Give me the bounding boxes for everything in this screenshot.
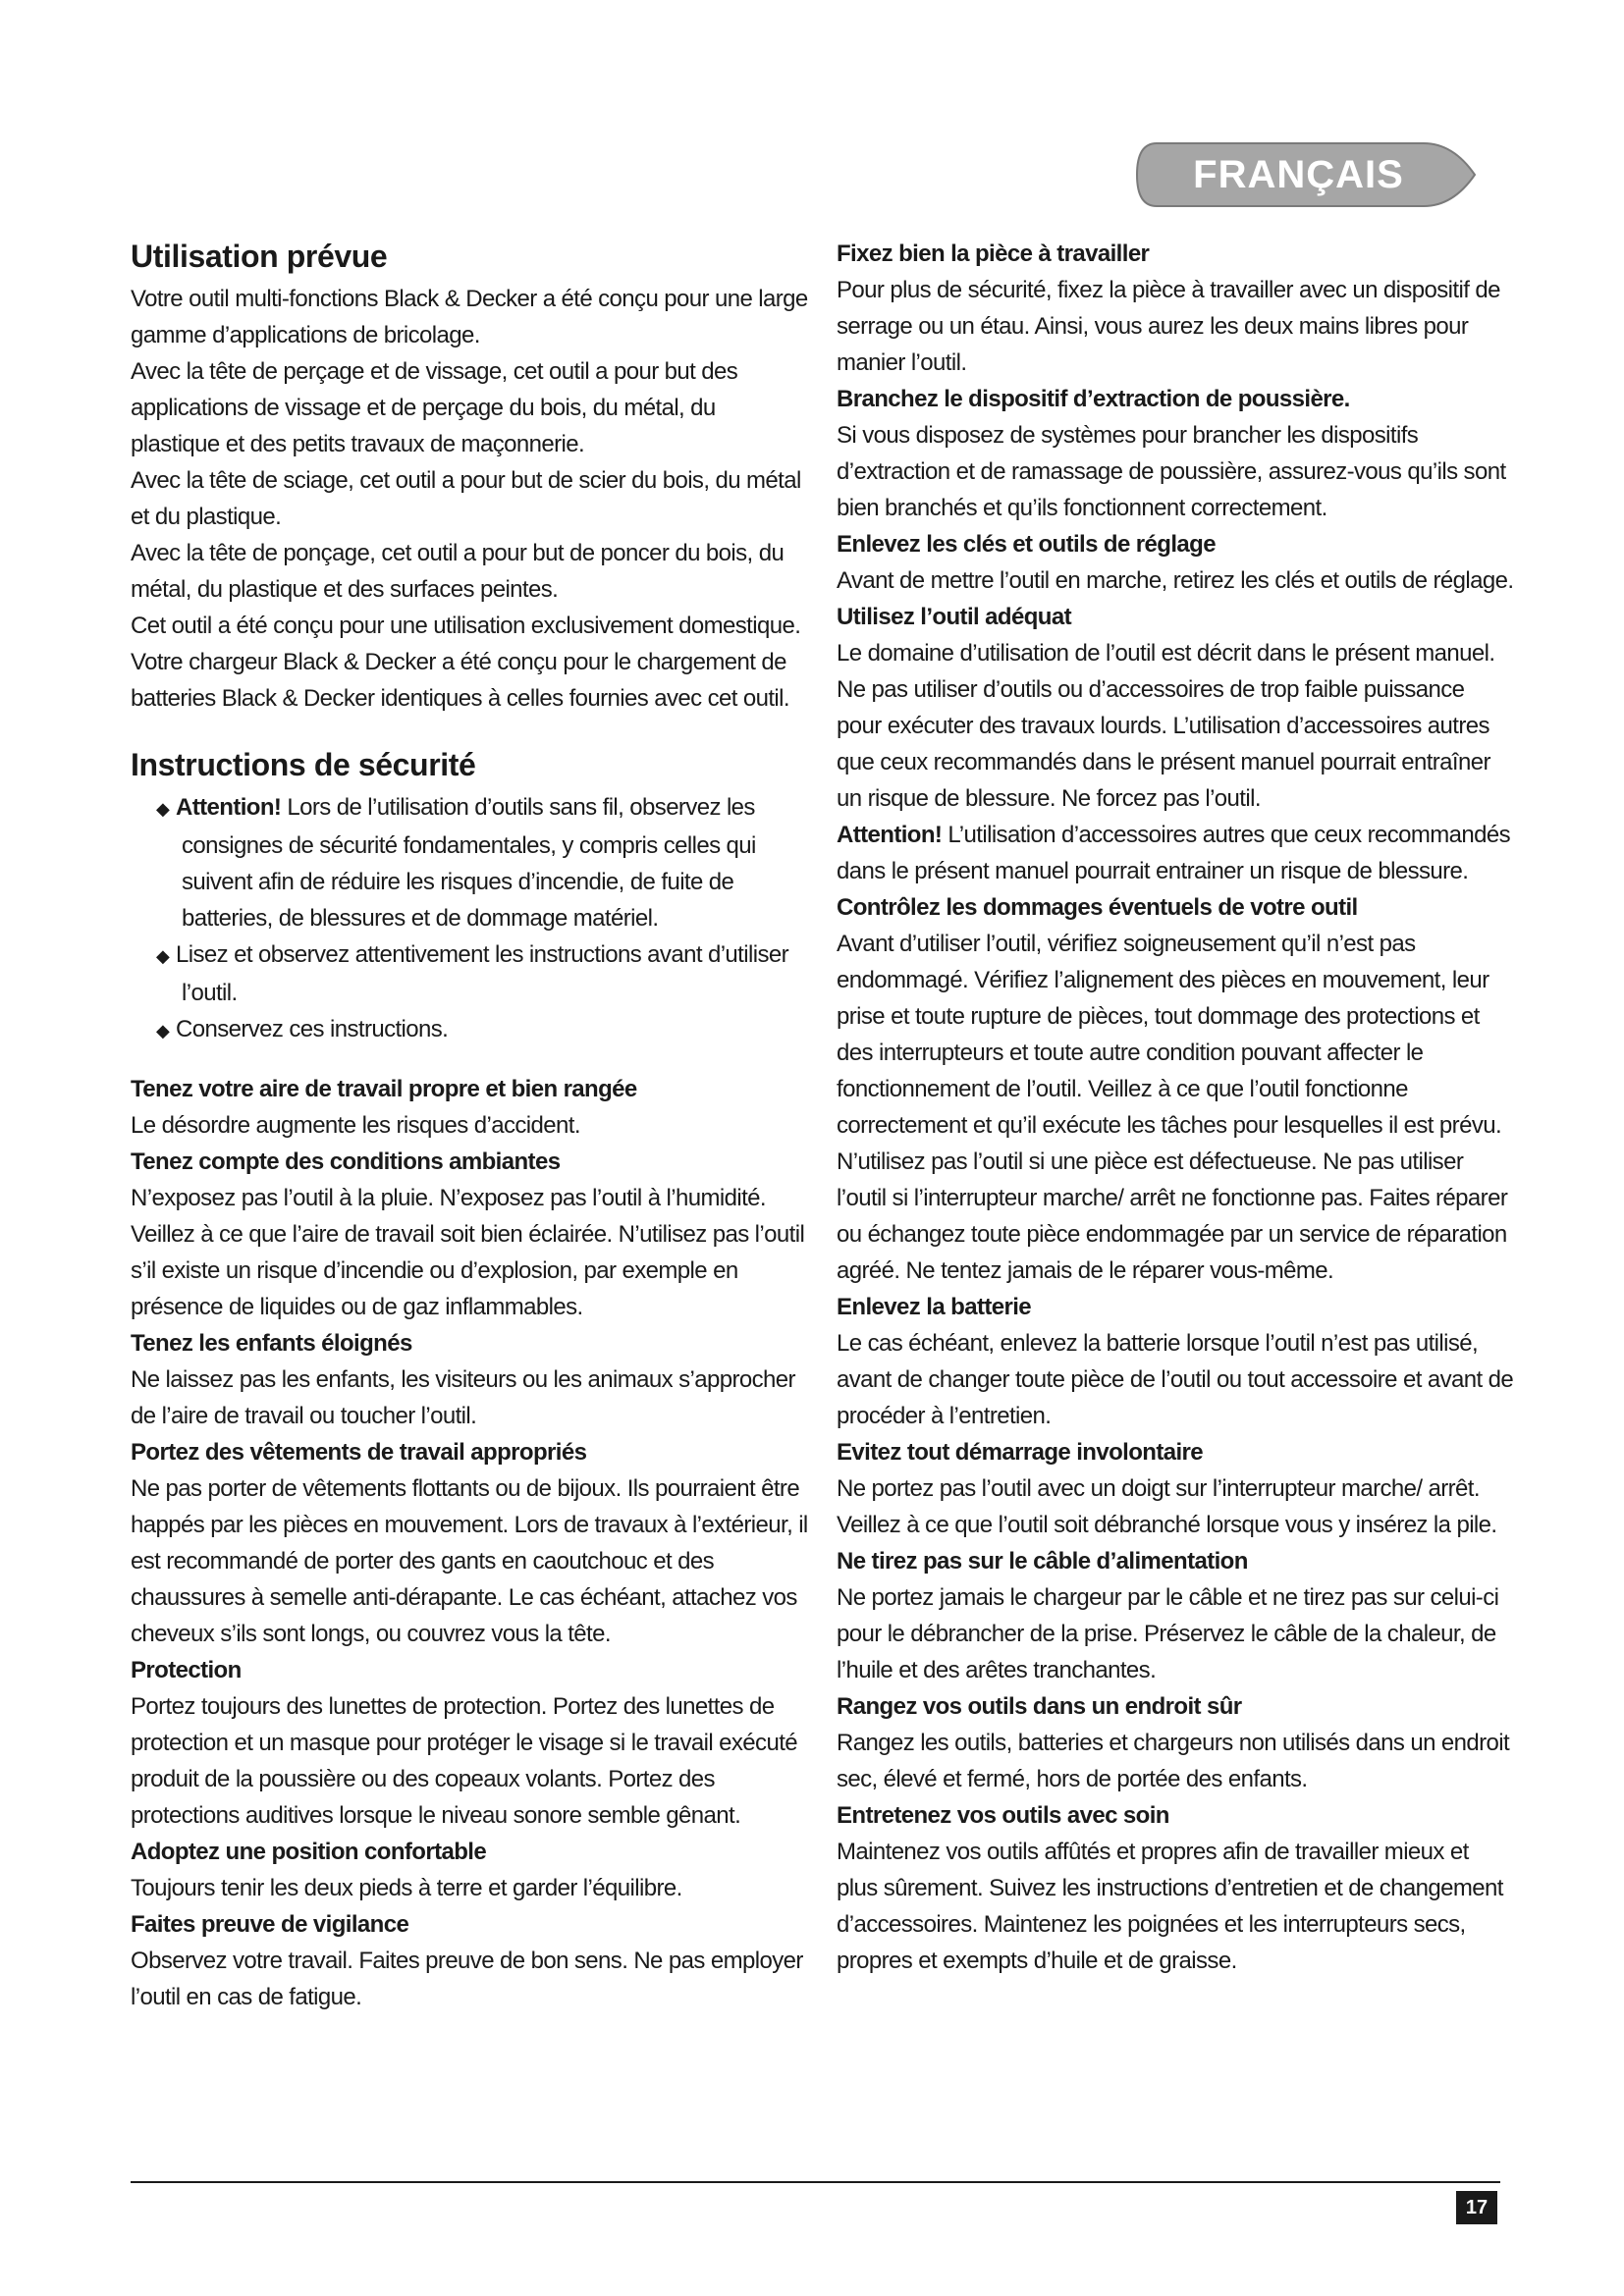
right-column <box>837 236 1514 1979</box>
bullet-text: Conservez ces instructions. <box>176 1016 449 1042</box>
safety-title: Instructions de sécurité <box>131 747 476 782</box>
section-heading: Tenez votre aire de travail propre et bien rangée <box>131 1076 637 1102</box>
section-heading: Tenez compte des conditions ambiantes <box>131 1148 561 1175</box>
bullet-text: Lors de l’utilisation d’outils sans fil, observez les consignes de sécurité fondamentales, y compris celles qui suivent afin de réduire les risques d’incendie, de fuite de batteries, de blessures et de dommage matériel. <box>182 794 756 932</box>
attention-text: L’utilisation d’accessoires autres que ceux recommandés dans le présent manuel pourrait entrainer un risque de blessure. <box>837 822 1511 884</box>
section-body: Pour plus de sécurité, fixez la pièce à travailler avec un dispositif de serrage ou un étau. Ainsi, vous aurez les deux mains libres pour manier l’outil. <box>837 277 1500 376</box>
section-body: Le domaine d’utilisation de l’outil est décrit dans le présent manuel. Ne pas utiliser d’outils ou d’accessoires de trop faible puissance pour exécuter des travaux lourds. L’utilisation d’accessoires autres que ceux recommandés dans le présent manuel pourrait entraîner un risque de blessure. Ne forcez pas l’outil. <box>837 640 1495 812</box>
section-heading: Contrôlez les dommages éventuels de votre outil <box>837 894 1358 921</box>
diamond-bullet-icon: ◆ <box>156 799 170 819</box>
section-body: Avant de mettre l’outil en marche, retirez les clés et outils de réglage. <box>837 567 1514 594</box>
section-body: Ne portez jamais le chargeur par le câble et ne tirez pas sur celui-ci pour le débrancher de la prise. Préservez le câble de la chaleur, de l’huile et des arêtes tranchantes. <box>837 1584 1499 1683</box>
section-heading: Adoptez une position confortable <box>131 1839 487 1865</box>
paragraph: Avec la tête de perçage et de vissage, cet outil a pour but des applications de vissage et de perçage du bois, du métal, du plastique et des petits travaux de maçonnerie. <box>131 358 738 457</box>
bullet-text: Lisez et observez attentivement les instructions avant d’utiliser l’outil. <box>176 941 788 1006</box>
section-body: Maintenez vos outils affûtés et propres afin de travailler mieux et plus sûrement. Suivez les instructions d’entretien et de changement d’accessoires. Maintenez les poignées et les interrupteurs secs, propres et exempts d’huile et de graisse. <box>837 1839 1503 1974</box>
left-column <box>131 236 808 2015</box>
list-item <box>131 936 808 1011</box>
attention-label: Attention! <box>837 822 943 848</box>
section-heading: Entretenez vos outils avec soin <box>837 1802 1169 1829</box>
paragraph: Votre outil multi-fonctions Black & Decker a été conçu pour une large gamme d’applications de bricolage. <box>131 286 808 348</box>
diamond-bullet-icon: ◆ <box>156 1021 170 1041</box>
section-heading: Rangez vos outils dans un endroit sûr <box>837 1693 1242 1720</box>
section-heading: Enlevez les clés et outils de réglage <box>837 531 1216 558</box>
section-body: N’exposez pas l’outil à la pluie. N’exposez pas l’outil à l’humidité. Veillez à ce que l’aire de travail soit bien éclairée. N’utilisez pas l’outil s’il existe un risque d’incendie ou d’explosion, par exemple en présence de liquides ou de gaz inflammables. <box>131 1185 805 1320</box>
list-item <box>131 1011 808 1049</box>
section-body: Observez votre travail. Faites preuve de bon sens. Ne pas employer l’outil en cas de fatigue. <box>131 1948 803 2010</box>
section-heading: Evitez tout démarrage involontaire <box>837 1439 1204 1466</box>
attention-note <box>837 817 1514 889</box>
section-heading: Utilisez l’outil adéquat <box>837 604 1071 630</box>
section-heading: Protection <box>131 1657 242 1683</box>
section-body: Toujours tenir les deux pieds à terre et garder l’équilibre. <box>131 1875 682 1901</box>
safety-bullets <box>131 789 808 1049</box>
paragraph: Cet outil a été conçu pour une utilisation exclusivement domestique. <box>131 613 801 639</box>
section-body: Ne laissez pas les enfants, les visiteurs ou les animaux s’approcher de l’aire de travail ou toucher l’outil. <box>131 1366 795 1429</box>
paragraph: Avec la tête de sciage, cet outil a pour but de scier du bois, du métal et du plastique. <box>131 467 801 530</box>
section-body: Ne portez pas l’outil avec un doigt sur l’interrupteur marche/ arrêt. Veillez à ce que l’outil soit débranché lorsque vous y insérez la pile. <box>837 1475 1497 1538</box>
paragraph: Votre chargeur Black & Decker a été conçu pour le chargement de batteries Black & Decker identiques à celles fournies avec cet outil. <box>131 649 789 712</box>
diamond-bullet-icon: ◆ <box>156 946 170 966</box>
section-heading: Enlevez la batterie <box>837 1294 1032 1320</box>
intended-use-title: Utilisation prévue <box>131 239 388 274</box>
section-heading: Ne tirez pas sur le câble d’alimentation <box>837 1548 1248 1575</box>
attention-label: Attention! <box>176 794 282 821</box>
section-body: Rangez les outils, batteries et chargeurs non utilisés dans un endroit sec, élevé et fermé, hors de portée des enfants. <box>837 1730 1510 1792</box>
section-heading: Portez des vêtements de travail appropriés <box>131 1439 587 1466</box>
section-heading: Fixez bien la pièce à travailler <box>837 240 1150 267</box>
section-body: Le cas échéant, enlevez la batterie lorsque l’outil n’est pas utilisé, avant de changer toute pièce de l’outil ou tout accessoire et avant de procéder à l’entretien. <box>837 1330 1514 1429</box>
section-heading: Branchez le dispositif d’extraction de poussière. <box>837 386 1350 412</box>
section-body: Si vous disposez de systèmes pour brancher les dispositifs d’extraction et de ramassage de poussière, assurez-vous qu’ils sont bien branchés et qu’ils fonctionnent correctement. <box>837 422 1506 521</box>
language-label: FRANÇAIS <box>1193 152 1404 196</box>
section-heading: Faites preuve de vigilance <box>131 1911 409 1938</box>
section-body: Ne pas porter de vêtements flottants ou de bijoux. Ils pourraient être happés par les pièces en mouvement. Lors de travaux à l’extérieur, il est recommandé de porter des gants en caoutchouc et des chaussures à semelle anti-dérapante. Le cas échéant, attachez vos cheveux s’ils sont longs, ou couvrez vous la tête. <box>131 1475 808 1647</box>
language-tab <box>1129 135 1502 214</box>
section-body: Portez toujours des lunettes de protection. Portez des lunettes de protection et un masque pour protéger le visage si le travail exécuté produit de la poussière ou des copeaux volants. Portez des protections auditives lorsque le niveau sonore semble gênant. <box>131 1693 798 1829</box>
paragraph: Avec la tête de ponçage, cet outil a pour but de poncer du bois, du métal, du plastique et des surfaces peintes. <box>131 540 785 603</box>
page-number: 17 <box>1456 2191 1497 2224</box>
list-item <box>131 789 808 936</box>
section-body: Le désordre augmente les risques d’accident. <box>131 1112 580 1139</box>
section-body: Avant d’utiliser l’outil, vérifiez soigneusement qu’il n’est pas endommagé. Vérifiez l’alignement des pièces en mouvement, leur prise et toute rupture de pièces, tout dommage des protections et des interrupteurs et toute autre condition pouvant affecter le fonctionnement de l’outil. Veillez à ce que l’outil fonctionne correctement et qu’il exécute les tâches pour lesquelles il est prévu. N’utilisez pas l’outil si une pièce est défectueuse. Ne pas utiliser l’outil si l’interrupteur marche/ arrêt ne fonctionne pas. Faites réparer ou échangez toute pièce endommagée par un service de réparation agréé. Ne tentez jamais de le réparer vous-même. <box>837 931 1508 1284</box>
section-heading: Tenez les enfants éloignés <box>131 1330 412 1357</box>
footer-rule <box>131 2181 1500 2183</box>
